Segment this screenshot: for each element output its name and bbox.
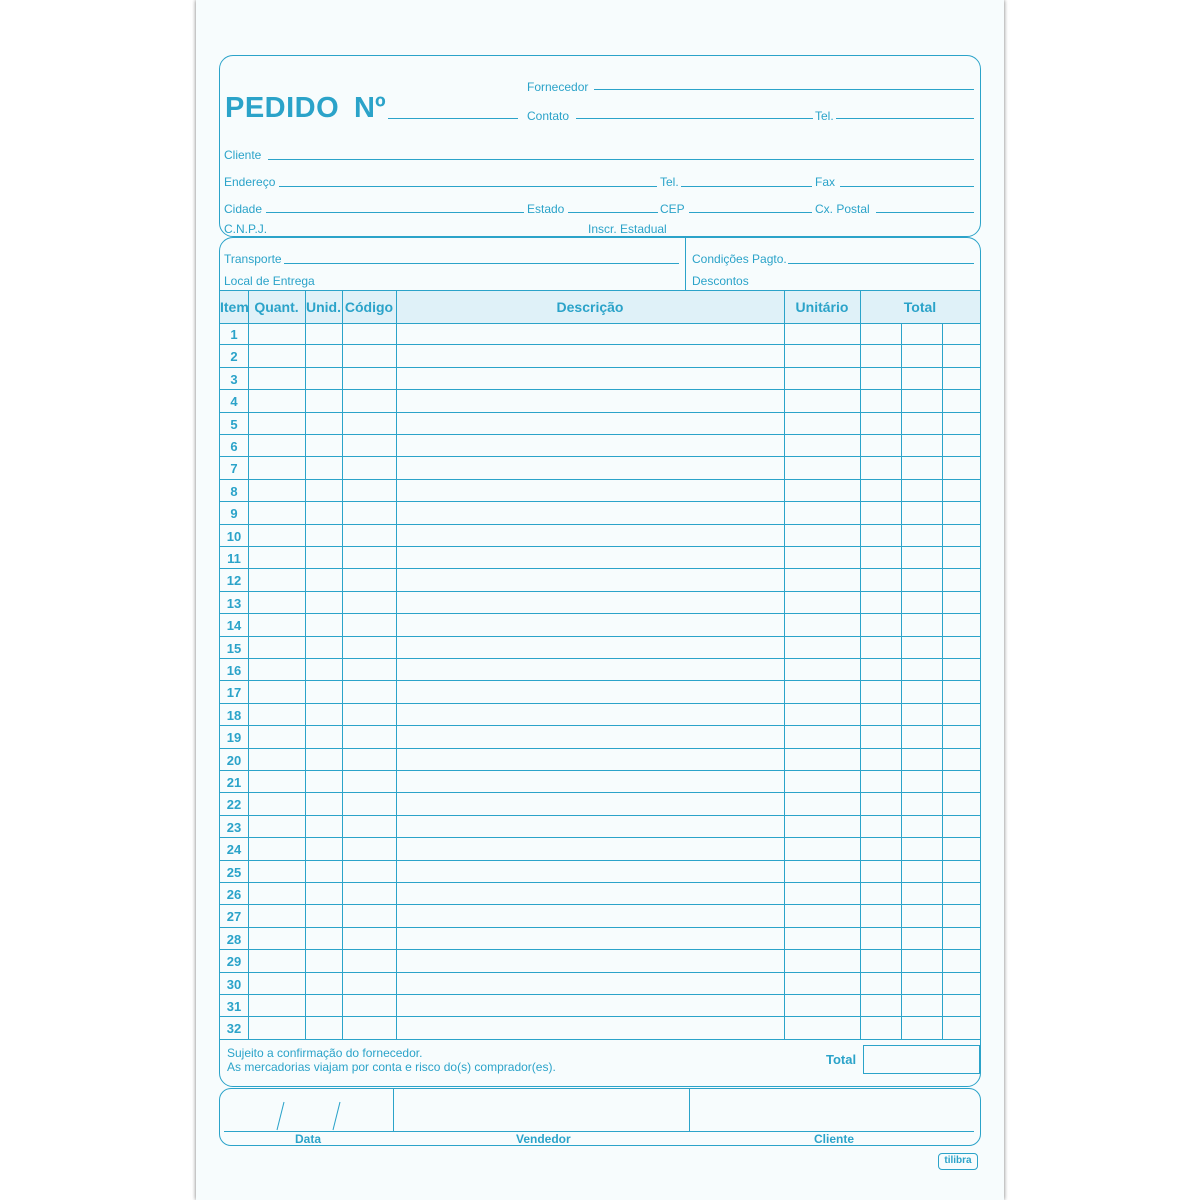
signature-divider-1 [393, 1089, 394, 1132]
row-number: 3 [230, 371, 238, 387]
table-row [220, 480, 980, 502]
transporte-field[interactable] [284, 263, 679, 264]
col-quant: Quant. [254, 299, 299, 315]
grand-total-label: Total [826, 1052, 857, 1067]
grand-total-field[interactable] [863, 1045, 980, 1074]
cliente-label: Cliente [224, 148, 262, 162]
table-row [220, 793, 980, 815]
table-row [220, 390, 980, 412]
table-row [220, 749, 980, 771]
table-row [220, 905, 980, 927]
cep-field[interactable] [689, 212, 812, 213]
row-number: 27 [226, 909, 242, 925]
form-title: PEDIDO [225, 92, 340, 124]
table-row [220, 592, 980, 614]
note-line-2: As mercadorias viajam por conta e risco do(s) comprador(es). [227, 1060, 556, 1074]
tel-label: Tel. [815, 109, 834, 123]
note-line-1: Sujeito a confirmação do fornecedor. [227, 1046, 423, 1060]
col-unitario: Unitário [795, 299, 849, 315]
cidade-field[interactable] [266, 212, 524, 213]
local-entrega-label: Local de Entrega [224, 274, 315, 288]
table-row [220, 861, 980, 883]
row-number: 25 [226, 864, 242, 880]
row-number: 23 [226, 819, 242, 835]
row-number: 22 [226, 797, 242, 813]
row-number: 4 [230, 394, 238, 410]
table-row [220, 771, 980, 793]
fax-field[interactable] [840, 186, 974, 187]
column-divider [860, 291, 861, 1040]
tilibra-logo: tilibra [938, 1153, 978, 1170]
table-row [220, 681, 980, 703]
table-row [220, 704, 980, 726]
inscr-estadual-label: Inscr. Estadual [588, 222, 667, 236]
column-divider [248, 291, 249, 1040]
endereco-field[interactable] [279, 186, 657, 187]
table-row [220, 525, 980, 547]
table-row [220, 345, 980, 367]
estado-field[interactable] [568, 212, 658, 213]
table-row [220, 323, 980, 345]
column-divider [396, 291, 397, 1040]
table-row [220, 659, 980, 681]
date-slash-1 [277, 1102, 284, 1130]
row-number: 30 [226, 976, 242, 992]
table-row [220, 435, 980, 457]
signature-divider-2 [689, 1089, 690, 1132]
row-number: 13 [226, 595, 242, 611]
condicoes-pagto-field[interactable] [788, 263, 974, 264]
row-number: 19 [226, 730, 242, 746]
row-number: 10 [226, 528, 242, 544]
table-row [220, 883, 980, 905]
row-number: 17 [226, 685, 242, 701]
table-row [220, 950, 980, 972]
row-number: 7 [230, 461, 238, 477]
row-number: 32 [226, 1021, 242, 1037]
fax-label: Fax [815, 175, 836, 189]
column-divider [901, 323, 902, 1040]
table-row [220, 368, 980, 390]
table-row [220, 569, 980, 591]
date-slash-2 [333, 1102, 340, 1130]
date-slashes [270, 1100, 350, 1132]
tel-field-2[interactable] [681, 186, 812, 187]
cnpj-label: C.N.P.J. [224, 222, 268, 236]
cliente-signature-label: Cliente [814, 1132, 855, 1146]
cidade-label: Cidade [224, 202, 263, 216]
table-row [220, 547, 980, 569]
fornecedor-label: Fornecedor [527, 80, 589, 94]
row-number: 5 [230, 416, 238, 432]
row-number: 16 [226, 663, 242, 678]
table-row [220, 726, 980, 748]
col-total: Total [903, 299, 937, 315]
order-number-field[interactable] [388, 118, 518, 119]
table-row [220, 1017, 980, 1039]
row-number: 12 [226, 573, 242, 589]
row-number: 14 [226, 618, 242, 634]
data-label: Data [295, 1132, 322, 1146]
table-row [220, 457, 980, 479]
table-row [220, 973, 980, 995]
table-row [220, 928, 980, 950]
table-row [220, 816, 980, 838]
table-row [220, 637, 980, 659]
row-number: 2 [230, 349, 238, 365]
row-number: 9 [230, 506, 238, 522]
column-divider [342, 291, 343, 1040]
column-divider [942, 323, 943, 1040]
table-row [220, 838, 980, 860]
row-number: 21 [226, 775, 242, 790]
endereco-label: Endereço [224, 175, 276, 189]
row-number: 15 [226, 640, 242, 656]
cep-label: CEP [660, 202, 685, 216]
row-number: 11 [227, 551, 241, 566]
vendedor-label: Vendedor [516, 1132, 571, 1146]
contato-field[interactable] [576, 118, 813, 119]
column-divider [784, 291, 785, 1040]
contato-label: Contato [527, 109, 570, 123]
row-number: 28 [226, 931, 242, 947]
tel-field[interactable] [836, 118, 974, 119]
row-number: 29 [226, 954, 242, 970]
tel-label-2: Tel. [660, 175, 679, 189]
number-sign: Nº [354, 92, 386, 124]
row-number: 24 [226, 842, 242, 858]
transporte-label: Transporte [224, 252, 282, 266]
col-item: Item [220, 299, 249, 315]
row-number: 20 [226, 752, 242, 768]
column-divider [305, 291, 306, 1040]
descontos-label: Descontos [692, 274, 749, 288]
row-number: 18 [226, 707, 242, 723]
col-descricao: Descrição [556, 299, 624, 315]
shipping-divider [685, 238, 686, 291]
table-row [220, 413, 980, 435]
table-row [220, 502, 980, 524]
cx-postal-label: Cx. Postal [815, 202, 870, 216]
table-header [220, 290, 980, 324]
row-number: 26 [226, 887, 242, 902]
table-row [220, 995, 980, 1017]
cliente-field[interactable] [268, 159, 974, 160]
table-row [220, 614, 980, 636]
condicoes-pagto-label: Condições Pagto. [692, 252, 787, 266]
col-unid: Unid. [306, 299, 341, 315]
row-number: 6 [230, 439, 238, 454]
estado-label: Estado [527, 202, 565, 216]
cx-postal-field[interactable] [876, 212, 974, 213]
col-codigo: Código [344, 299, 394, 315]
row-number: 8 [230, 483, 238, 499]
row-number: 1 [230, 327, 238, 342]
fornecedor-field[interactable] [594, 89, 974, 90]
row-number: 31 [226, 999, 242, 1014]
